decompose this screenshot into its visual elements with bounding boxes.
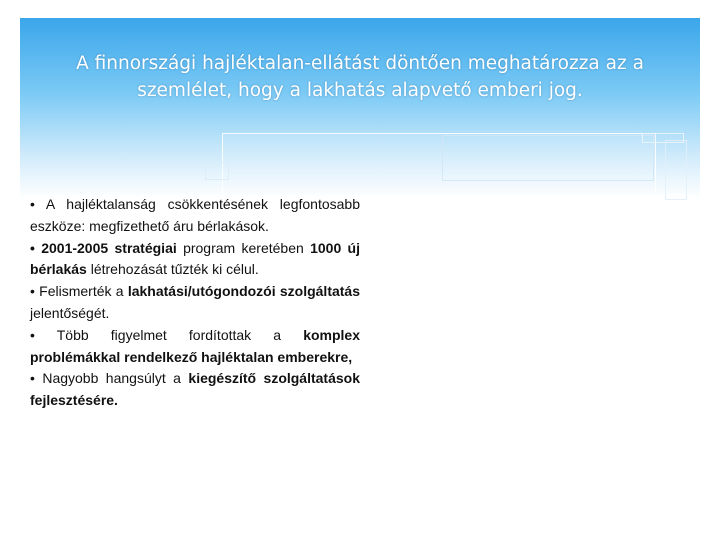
bullet-item <box>30 281 360 325</box>
bullet-item <box>30 238 360 282</box>
bullet-text-bold: kiegészítő szolgáltatások fejlesztésére. <box>30 370 361 409</box>
bullet-item <box>30 368 360 412</box>
bullet-item <box>30 325 360 369</box>
decorative-frame <box>205 162 229 180</box>
bullet-text-bold: • 2001-2005 <box>30 239 109 256</box>
bullet-text: program keretében <box>176 239 311 256</box>
bullet-item <box>30 194 360 238</box>
bullet-text: • Nagyobb hangsúlyt a <box>30 370 189 387</box>
bullet-text: • A hajléktalanság csökkentésének legfontosabb eszköze: megfizethető áru bérlakások. <box>30 196 360 234</box>
bullet-text: létrehozását tűzték ki célul. <box>86 261 259 278</box>
bullet-text: • Felismerték a <box>30 283 128 300</box>
title-line: szemlélet, hogy a lakhatás alapvető emberi jog. <box>137 80 583 101</box>
bullet-text-bold: stratégiai <box>114 239 177 256</box>
decorative-frame <box>665 140 687 200</box>
bullet-list <box>30 194 360 412</box>
bullet-text-bold: komplex problémákkal rendelkező hajléktalan emberekre, <box>30 326 360 365</box>
bullet-text-bold: 1000 új bérlakás <box>30 239 360 278</box>
bullet-text-bold: lakhatási/utógondozói szolgáltatás <box>127 283 361 300</box>
bullet-text: jelentőségét. <box>30 304 110 321</box>
title-line: A finnországi hajléktalan-ellátást döntően meghatározza az a <box>76 53 644 74</box>
slide-title <box>40 50 680 104</box>
bullet-text: • Több figyelmet fordítottak a <box>30 326 304 343</box>
decorative-frame <box>442 135 654 181</box>
